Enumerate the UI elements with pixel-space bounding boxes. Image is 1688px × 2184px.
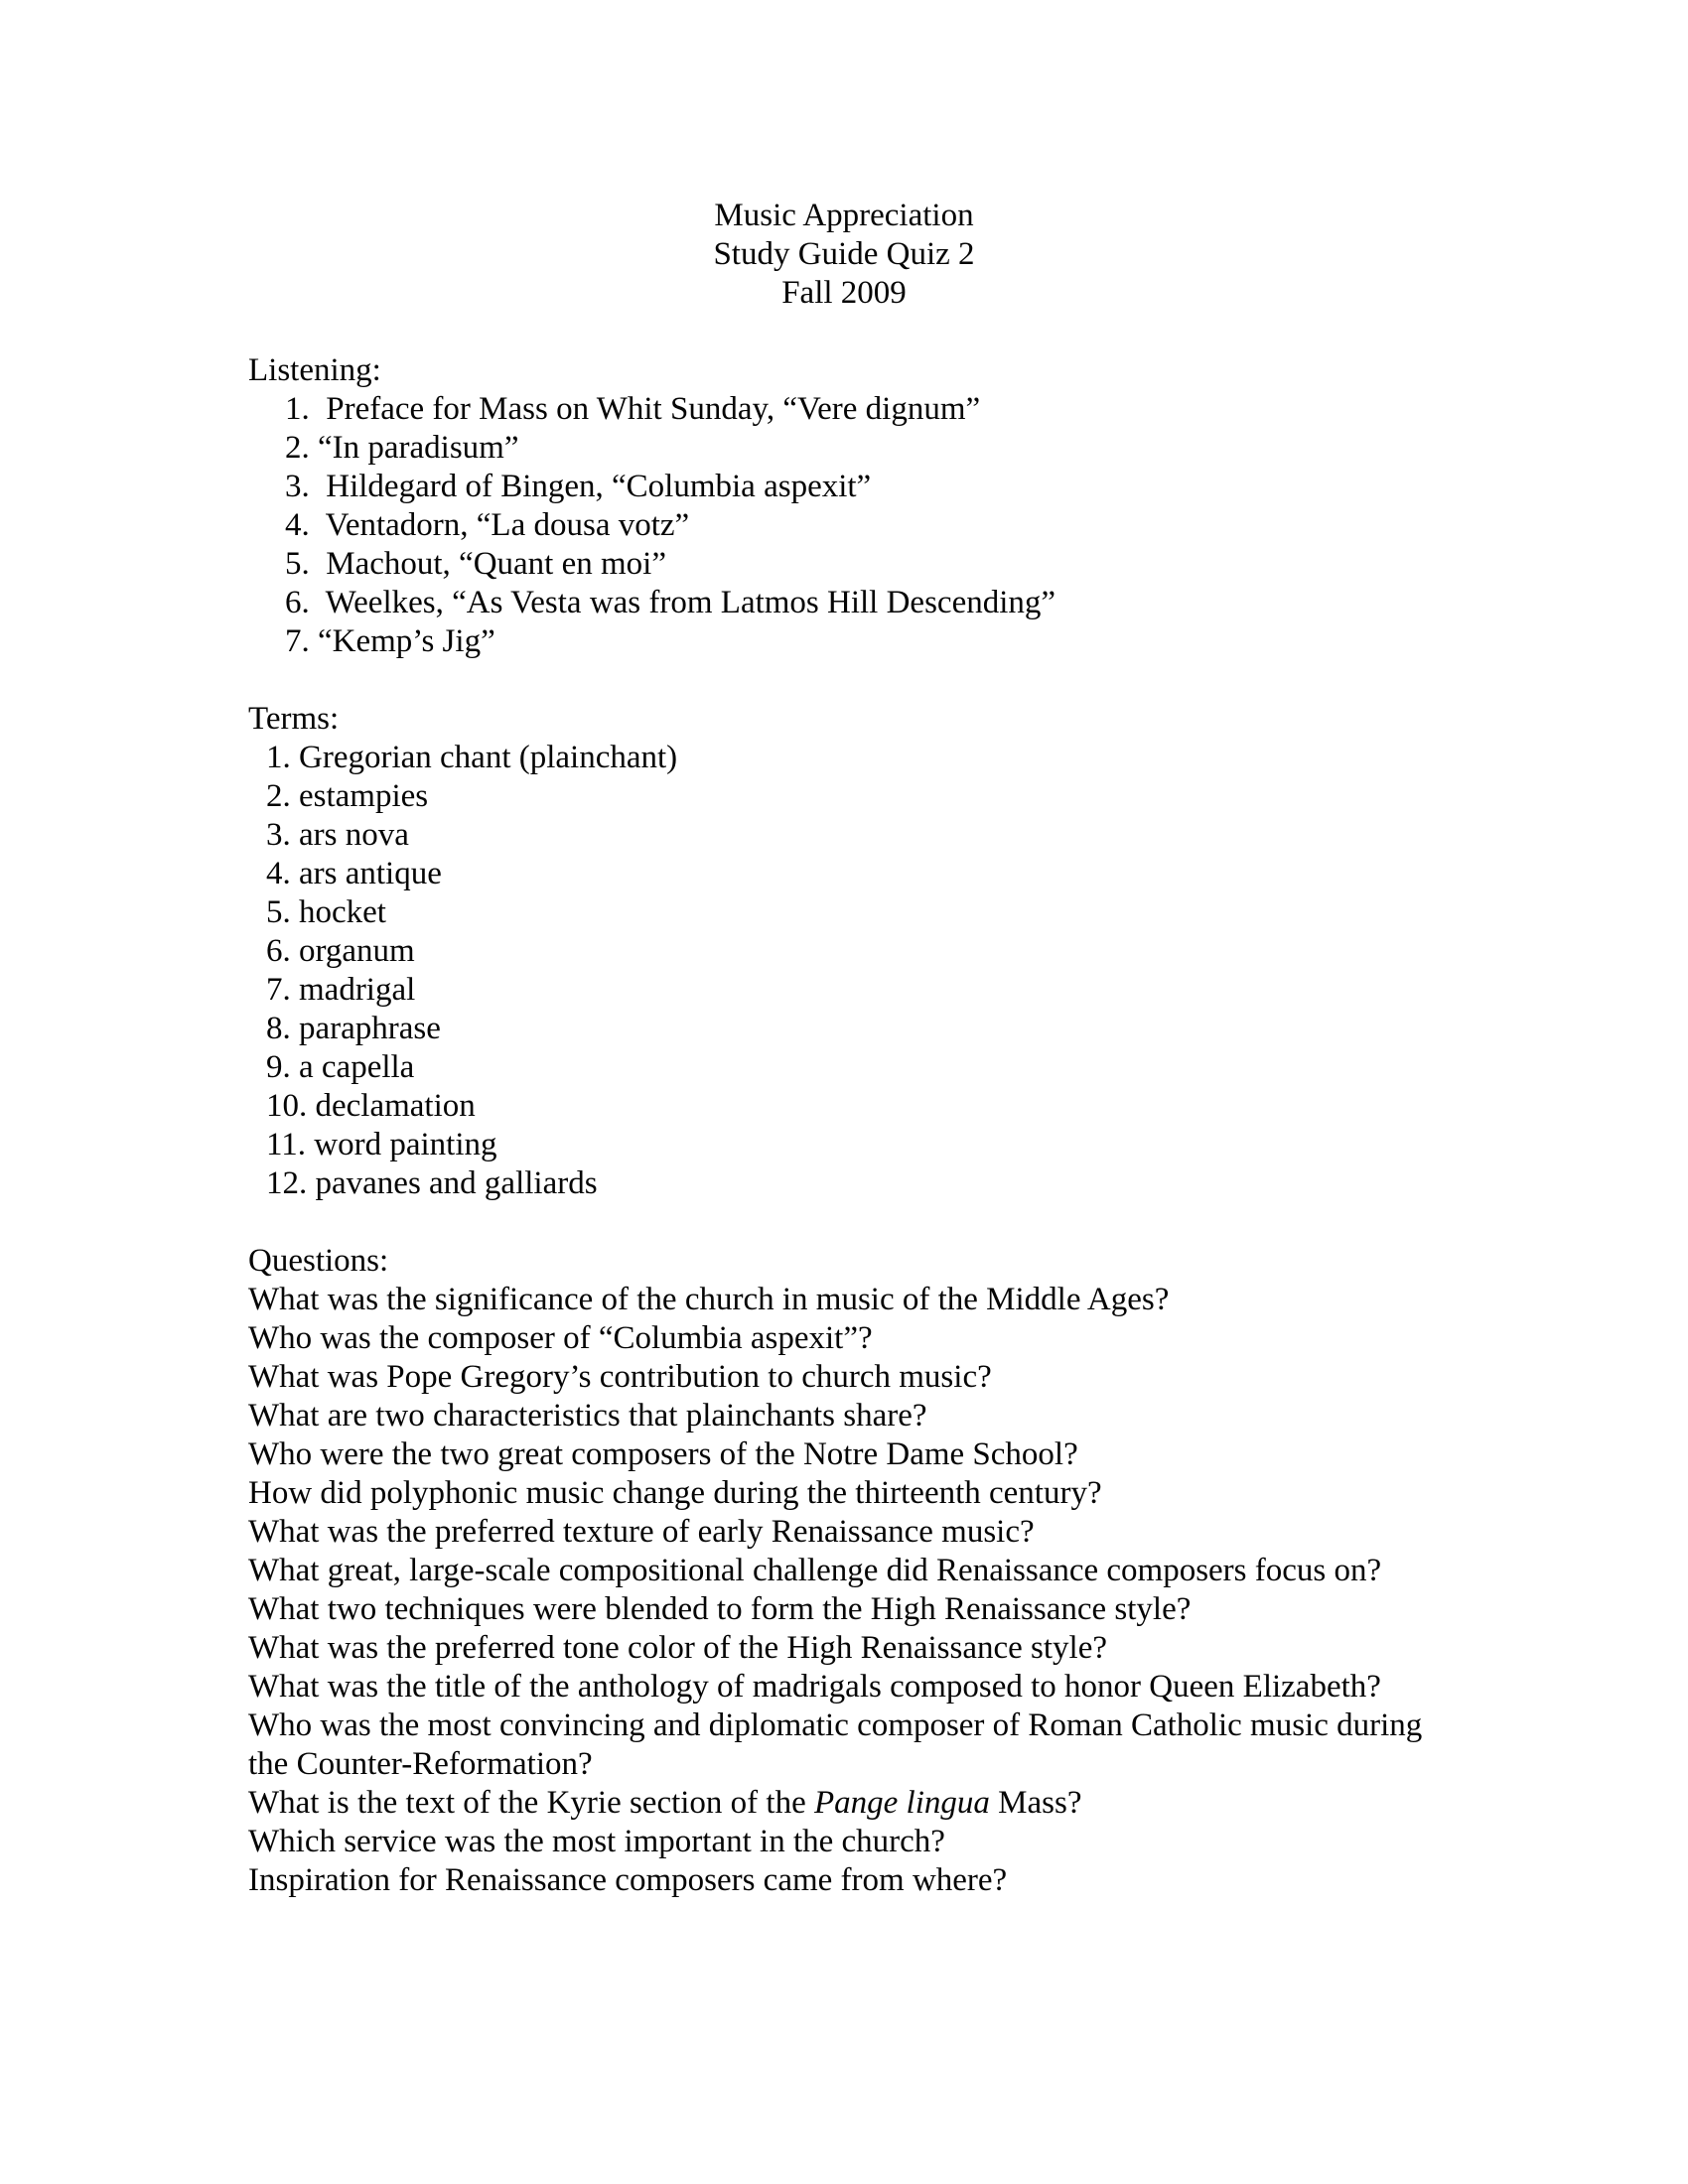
question-13-suffix: Mass?	[989, 1785, 1082, 1821]
question-4: What are two characteristics that plainchants share?	[248, 1398, 927, 1433]
listening-item-5: 5. Machout, “Quant en moi”	[285, 546, 666, 582]
terms-item-6: 6. organum	[266, 933, 415, 969]
terms-item-8: 8. paraphrase	[266, 1011, 441, 1046]
question-13-italic-title: Pange lingua	[814, 1785, 990, 1821]
listening-heading: Listening:	[248, 352, 381, 388]
terms-item-11: 11. word painting	[266, 1127, 497, 1162]
terms-item-12: 12. pavanes and galliards	[266, 1165, 598, 1201]
listening-item-2: 2. “In paradisum”	[285, 430, 519, 466]
title-line-quiz: Study Guide Quiz 2	[713, 236, 975, 272]
question-6: How did polyphonic music change during the thirteenth century?	[248, 1475, 1102, 1511]
listening-section	[248, 351, 1445, 661]
terms-item-2: 2. estampies	[266, 778, 429, 814]
title-line-course: Music Appreciation	[714, 198, 974, 233]
questions-section	[248, 1242, 1445, 1900]
terms-item-4: 4. ars antique	[266, 856, 442, 891]
question-11: What was the title of the anthology of madrigals composed to honor Queen Elizabeth?	[248, 1669, 1381, 1705]
question-13-prefix: What is the text of the Kyrie section of the	[248, 1785, 814, 1821]
terms-item-1: 1. Gregorian chant (plainchant)	[266, 740, 678, 775]
question-9: What two techniques were blended to form the High Renaissance style?	[248, 1591, 1192, 1627]
terms-list	[248, 739, 1445, 1203]
question-14: Which service was the most important in the church?	[248, 1824, 945, 1859]
question-15: Inspiration for Renaissance composers came from where?	[248, 1862, 1008, 1898]
questions-heading: Questions:	[248, 1243, 389, 1279]
question-12: Who was the most convincing and diplomatic composer of Roman Catholic music during the Counter-Reformation?	[248, 1707, 1431, 1782]
terms-item-7: 7. madrigal	[266, 972, 416, 1008]
document-title-block	[0, 0, 1688, 313]
question-8: What great, large-scale compositional challenge did Renaissance composers focus on?	[248, 1553, 1382, 1588]
terms-item-3: 3. ars nova	[266, 817, 409, 853]
question-13	[248, 1784, 1445, 1823]
question-10: What was the preferred tone color of the High Renaissance style?	[248, 1630, 1107, 1666]
question-2: Who was the composer of “Columbia aspexit”?	[248, 1320, 873, 1356]
terms-item-5: 5. hocket	[266, 894, 386, 930]
listening-item-6: 6. Weelkes, “As Vesta was from Latmos Hill Descending”	[285, 585, 1056, 620]
question-7: What was the preferred texture of early Renaissance music?	[248, 1514, 1035, 1550]
terms-section	[248, 700, 1445, 1203]
listening-item-3: 3. Hildegard of Bingen, “Columbia aspexit”	[285, 469, 872, 504]
question-5: Who were the two great composers of the Notre Dame School?	[248, 1436, 1078, 1472]
terms-item-10: 10. declamation	[266, 1088, 476, 1124]
terms-heading: Terms:	[248, 701, 340, 737]
question-3: What was Pope Gregory’s contribution to church music?	[248, 1359, 992, 1395]
question-1: What was the significance of the church in music of the Middle Ages?	[248, 1282, 1170, 1317]
listening-item-4: 4. Ventadorn, “La dousa votz”	[285, 507, 690, 543]
questions-list	[248, 1281, 1445, 1900]
terms-item-9: 9. a capella	[266, 1049, 415, 1085]
title-line-term: Fall 2009	[781, 275, 907, 311]
document-body	[0, 351, 1688, 1900]
listening-item-1: 1. Preface for Mass on Whit Sunday, “Vere dignum”	[285, 391, 981, 427]
listening-item-7: 7. “Kemp’s Jig”	[285, 623, 495, 659]
listening-list	[248, 390, 1445, 661]
